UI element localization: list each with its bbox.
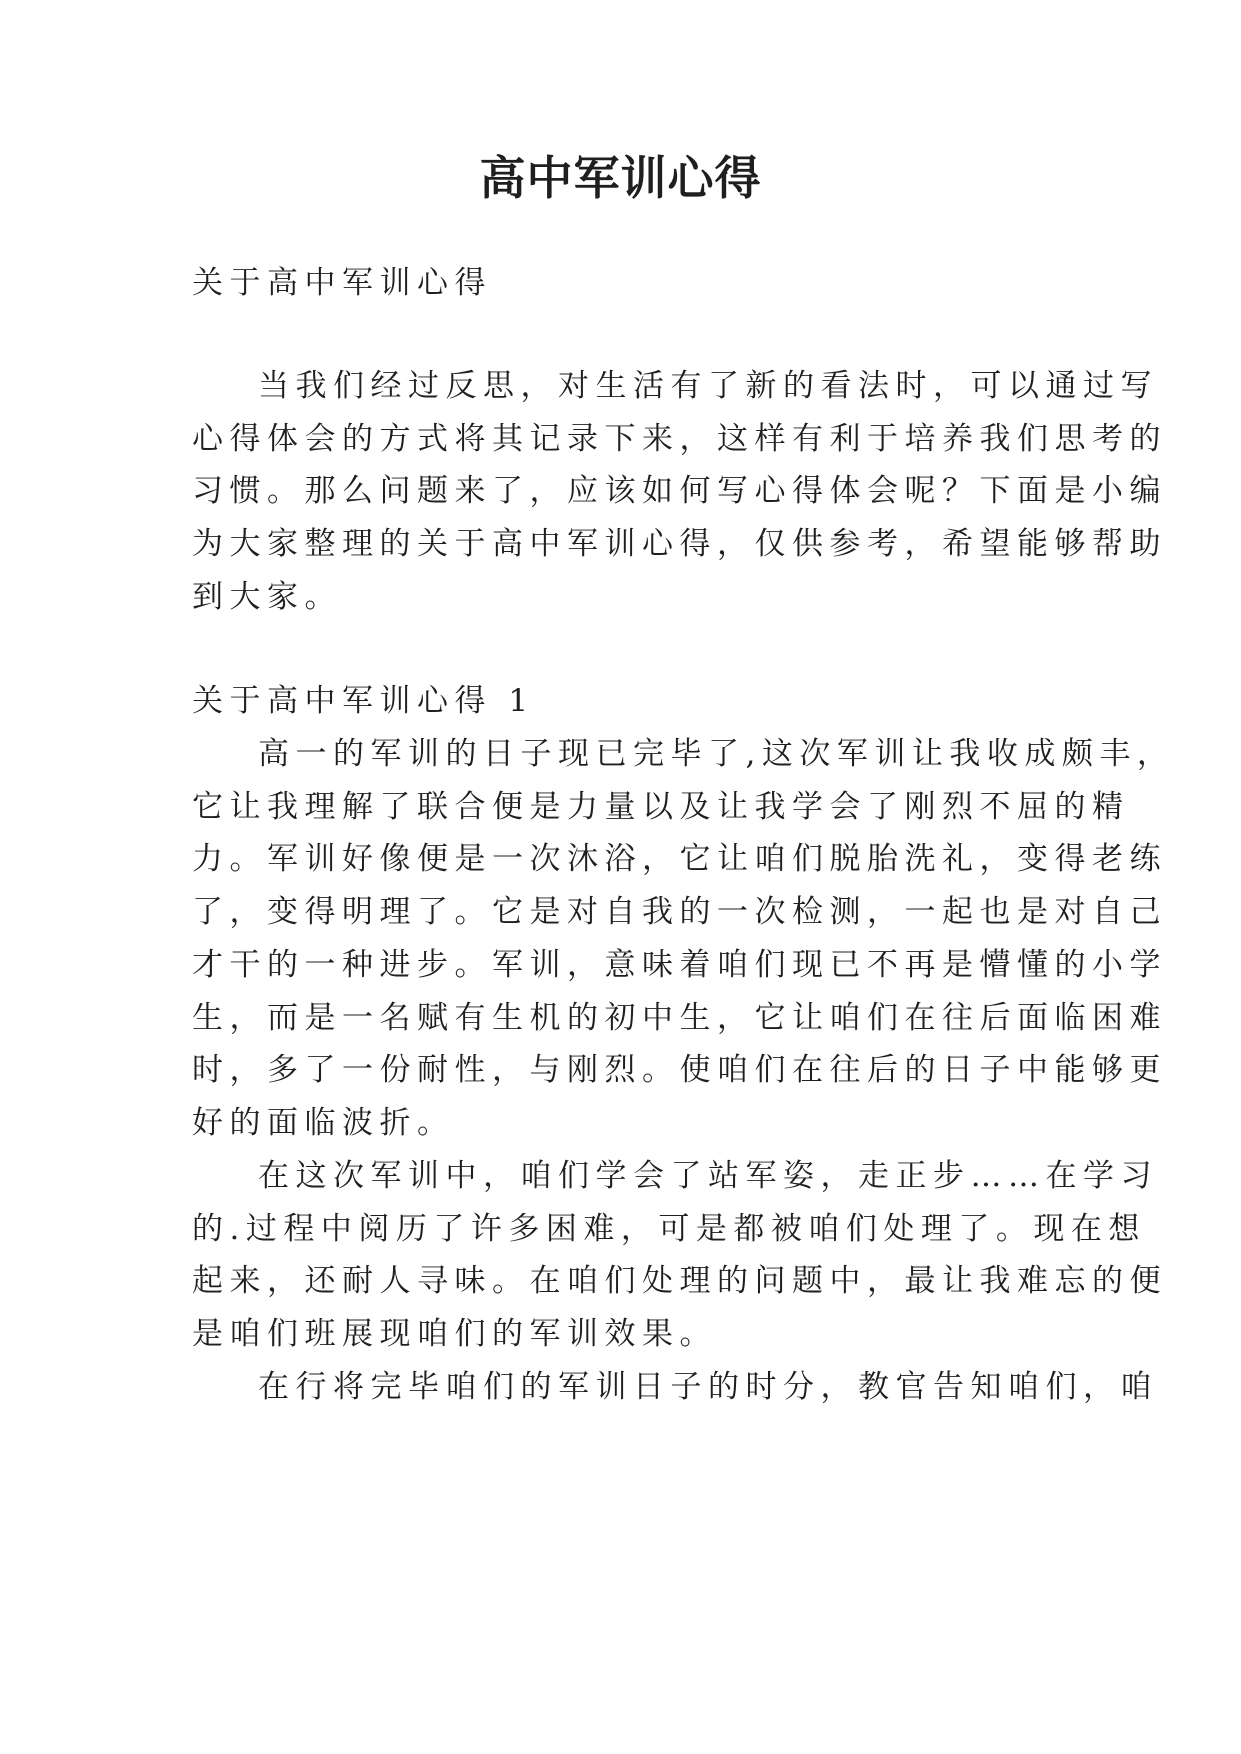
document-subtitle: 关于高中军训心得 [192, 265, 492, 301]
paragraph-line: 起来，还耐人寻味。在咱们处理的问题中，最让我难忘的便 [192, 1263, 1167, 1299]
paragraph-line: 生，而是一名赋有生机的初中生，它让咱们在往后面临困难 [192, 1000, 1167, 1036]
paragraph-line: 高一的军训的日子现已完毕了,这次军训让我收成颇丰， [258, 736, 1175, 772]
intro-line: 为大家整理的关于高中军训心得，仅供参考，希望能够帮助 [192, 526, 1167, 562]
paragraph-line: 才干的一种进步。军训，意味着咱们现已不再是懵懂的小学 [192, 947, 1167, 983]
paragraph-line: 力。军训好像便是一次沐浴，它让咱们脱胎洗礼，变得老练 [192, 841, 1167, 877]
paragraph-line: 它让我理解了联合便是力量以及让我学会了刚烈不屈的精 [192, 789, 1130, 825]
paragraph-line: 了，变得明理了。它是对自我的一次检测，一起也是对自己 [192, 894, 1167, 930]
intro-line: 当我们经过反思，对生活有了新的看法时，可以通过写 [258, 368, 1158, 404]
intro-line: 习惯。那么问题来了，应该如何写心得体会呢？下面是小编 [192, 473, 1167, 509]
intro-line: 心得体会的方式将其记录下来，这样有利于培养我们思考的 [192, 421, 1167, 457]
paragraph-line: 好的面临波折。 [192, 1105, 455, 1141]
paragraph-line: 在行将完毕咱们的军训日子的时分，教官告知咱们，咱 [258, 1369, 1158, 1405]
paragraph-line: 时，多了一份耐性，与刚烈。使咱们在往后的日子中能够更 [192, 1052, 1167, 1088]
document-title: 高中军训心得 [479, 151, 762, 205]
section-heading: 关于高中军训心得 1 [192, 683, 535, 719]
paragraph-line: 是咱们班展现咱们的军训效果。 [192, 1316, 717, 1352]
paragraph-line: 的.过程中阅历了许多困难，可是都被咱们处理了。现在想 [192, 1211, 1146, 1247]
intro-line: 到大家。 [192, 579, 342, 615]
paragraph-line: 在这次军训中，咱们学会了站军姿，走正步……在学习 [258, 1158, 1158, 1194]
